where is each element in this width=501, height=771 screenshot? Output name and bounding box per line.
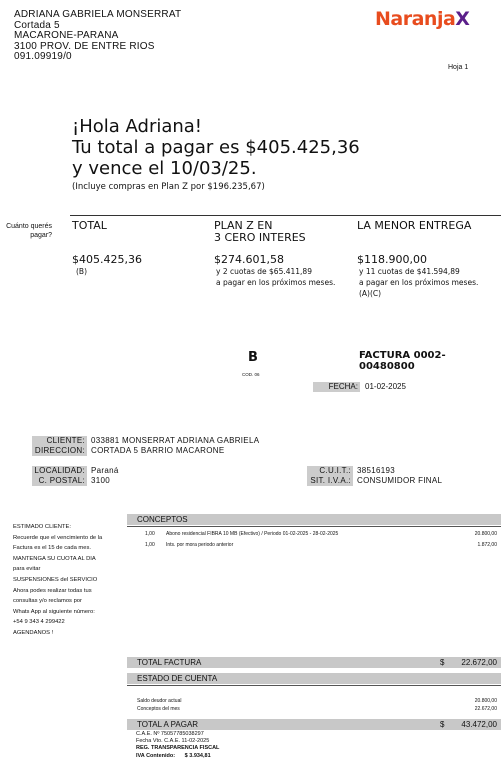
notice-line: SUSPENSIONES del SERVICIO	[13, 576, 98, 583]
naranjax-logo	[375, 8, 469, 30]
notice-line: Recuerde que el vencimiento de la	[13, 534, 103, 541]
estado-cuenta-bar	[127, 673, 501, 684]
estado-cuenta-label: ESTADO DE CUENTA	[137, 674, 218, 683]
concept-qty: 1,00	[145, 542, 155, 548]
notice-line: +54 9 343 4 299422	[13, 619, 65, 626]
conceptos-rule	[127, 526, 501, 527]
cuit-value: 38516193	[357, 466, 395, 475]
notice-line: consultas y/o reclamos por	[13, 598, 82, 605]
notice-line: Ahora podes realizar todas tus	[13, 587, 92, 594]
address-line: 3100 PROV. DE ENTRE RIOS	[14, 40, 155, 52]
option-menor-sub	[359, 266, 478, 299]
cliente-value: 033881 MONSERRAT ADRIANA GABRIELA	[91, 436, 260, 445]
payment-question: Cuánto querés pagar?	[6, 223, 52, 239]
option-sub-line: y 2 cuotas de $65.411,89	[216, 267, 312, 276]
postal-value: 3100	[91, 476, 110, 485]
cae-number: C.A.E. Nº 75057785038297	[136, 731, 204, 737]
invoice-code: COD. 06	[242, 372, 260, 377]
fecha-value: 01-02-2025	[365, 382, 406, 391]
cae-block	[136, 731, 219, 760]
option-sub-line: (A)(C)	[359, 289, 382, 298]
total-factura-value: 22.672,00	[461, 658, 497, 667]
address-line: 091.09919/0	[14, 51, 72, 62]
concept-qty: 1,00	[145, 531, 155, 537]
estado-rule	[127, 685, 501, 686]
invoice-number: FACTURA 0002-00480800	[359, 350, 446, 372]
notice-line: Factura es el 15 de cada mes.	[13, 545, 91, 552]
option-sub-line: y 11 cuotas de $41.594,89	[359, 267, 460, 276]
iva-label: SIT. I.V.A.:	[307, 476, 353, 486]
plan-z-note: (Incluye compras en Plan Z por $196.235,67)	[72, 182, 265, 192]
option-total-sub	[76, 266, 87, 277]
option-heading-line: TOTAL	[72, 219, 107, 232]
concept-desc: Ints. por mora periodo anterior	[166, 542, 234, 548]
cuit-label: C.U.I.T.:	[307, 466, 353, 476]
due-date-line: y vence el 10/03/25.	[72, 158, 257, 179]
saldo-value: 20.800,00	[474, 698, 497, 704]
notice-line: ESTIMADO CLIENTE:	[13, 524, 71, 530]
iva-value: CONSUMIDOR FINAL	[357, 476, 443, 485]
address-line: ADRIANA GABRIELA MONSERRAT	[14, 9, 182, 20]
transparencia-fiscal: REG. TRANSPARENCIA FISCAL	[136, 745, 220, 752]
total-pagar-bar	[127, 719, 501, 730]
total-pagar-value: 43.472,00	[461, 720, 497, 729]
option-planz-value: $274.601,58	[214, 253, 284, 266]
invoice-letter: B	[248, 350, 258, 365]
option-menor-heading	[357, 220, 471, 232]
notice-line: para evitar	[13, 566, 41, 573]
cliente-label: CLIENTE:	[32, 436, 87, 446]
option-sub-line: a pagar en los próximos meses.	[216, 278, 336, 287]
option-heading-line: LA MENOR ENTREGA	[357, 219, 472, 232]
option-total-heading	[72, 220, 107, 232]
notice-line: Whats App al siguiente número:	[13, 608, 95, 615]
fecha-label: FECHA:	[313, 382, 360, 392]
direccion-value: CORTADA 5 BARRIO MACARONE	[91, 446, 225, 455]
customer-notice	[13, 522, 123, 639]
customer-address	[14, 10, 181, 63]
concept-amount: 1.872,00	[477, 542, 497, 548]
notice-line: AGENDANOS !	[13, 629, 54, 636]
localidad-label: LOCALIDAD:	[32, 466, 87, 476]
option-sub-line: (B)	[76, 267, 87, 276]
option-sub-line: a pagar en los próximos meses.	[359, 278, 479, 287]
option-heading-line: PLAN Z EN	[214, 219, 273, 232]
notice-line: MANTENGA SU CUOTA AL DIA	[13, 555, 96, 562]
saldo-label: Saldo deudor actual	[137, 698, 182, 704]
address-line: Cortada 5	[14, 19, 60, 31]
option-planz-heading	[214, 220, 306, 244]
total-pagar-label: TOTAL A PAGAR	[137, 720, 199, 729]
conceptos-title: CONCEPTOS	[137, 515, 188, 524]
logo-text: Naranja	[375, 8, 456, 30]
option-planz-sub	[216, 266, 335, 288]
total-to-pay-line: Tu total a pagar es $405.425,36	[72, 137, 360, 158]
concept-desc: Abono residencial FIBRA 10 MB (Efectivo) / Periodo 01-02-2025 - 28-02-2025	[166, 531, 339, 537]
greeting-block	[72, 116, 360, 179]
logo-x: X	[455, 8, 470, 30]
conceptos-mes-label: Conceptos del mes	[137, 706, 180, 712]
address-line: MACARONE-PARANA	[14, 30, 119, 41]
iva-contenido-value: $ 3.934,81	[184, 752, 211, 759]
conceptos-mes-value: 22.672,00	[474, 706, 497, 712]
iva-contenido-label: IVA Contenido:	[136, 752, 176, 759]
localidad-value: Paraná	[91, 466, 119, 475]
total-factura-bar	[127, 657, 501, 668]
cae-expiry: Fecha Vto. C.A.E. 11-02-2025	[136, 738, 210, 745]
total-factura-label: TOTAL FACTURA	[137, 658, 202, 667]
option-heading-line: 3 CERO INTERES	[214, 231, 306, 244]
conceptos-header	[127, 514, 501, 525]
postal-label: C. POSTAL:	[32, 476, 87, 486]
currency-symbol: $	[440, 720, 445, 729]
divider	[70, 215, 501, 216]
option-menor-value: $118.900,00	[357, 253, 427, 266]
concept-amount: 20.800,00	[474, 531, 497, 537]
greeting-line: ¡Hola Adriana!	[72, 116, 203, 137]
direccion-label: DIRECCION:	[32, 446, 87, 456]
page-number: Hoja 1	[448, 64, 469, 71]
currency-symbol: $	[440, 658, 445, 667]
option-total-value: $405.425,36	[72, 253, 142, 266]
